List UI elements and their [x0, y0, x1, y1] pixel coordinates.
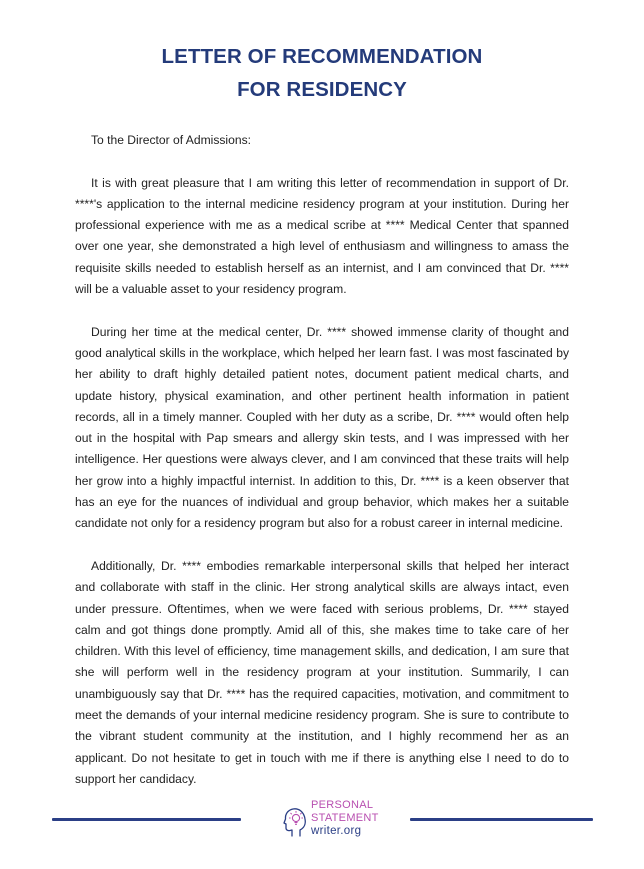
letter-body — [75, 130, 569, 812]
logo-text-personal: PERSONAL — [311, 799, 374, 811]
logo-text-statement: STATEMENT — [311, 812, 379, 824]
footer — [0, 798, 644, 848]
title-line-2: FOR RESIDENCY — [237, 78, 407, 101]
paragraph-3: Additionally, Dr. **** embodies remarkable interpersonal skills that helped her interact and collaborate with staff in the clinic. Her strong analytical skills are always intact, even under pressure. Oftentimes, when we were faced with serious problems, Dr. **** stayed calm and got things done promptly. Amid all of this, she makes time to take care of her children. With this level of efficiency, time management skills, and dedication, I am sure that she will perform well in the residency program at your institution. Summarily, I can unambiguously say that Dr. **** has the required capacities, motivation, and commitment to meet the demands of your internal medicine residency program. She is sure to contribute to the vibrant student community at the institution, and I highly recommend her as an applicant. Do not hesitate to get in touch with me if there is anything else I need to do to support her candidacy. — [75, 558, 569, 786]
title-line-1: LETTER OF RECOMMENDATION — [161, 45, 483, 68]
logo-wordmark — [311, 799, 379, 838]
footer-rule-right — [410, 818, 593, 821]
brand-logo — [283, 798, 393, 844]
salutation: To the Director of Admissions: — [91, 133, 251, 147]
head-lightbulb-icon — [283, 800, 309, 840]
paragraph-2: During her time at the medical center, Dr. **** showed immense clarity of thought and good analytical skills in the workplace, which helped her learn fast. I was most fascinated by her ability to draft highly detailed patient notes, document patient medical charts, and update history, physical examination, and other pertinent health information in patient records, all in a timely manner. Coupled with her duty as a scribe, Dr. **** would often help out in the hospital with Pap smears and allergy skin tests, and I was impressed with her intelligence. Her questions were always clever, and I am convinced that these traits will help her grow into a highly impactful internist. In addition to this, Dr. **** is a keen observer that has an eye for the nuances of individual and group behavior, which makes her a suitable candidate not only for a residency program but also for a robust career in internal medicine. — [75, 324, 569, 531]
footer-rule-left — [52, 818, 241, 821]
paragraph-1: It is with great pleasure that I am writing this letter of recommendation in support of Dr. ****'s application to the internal medicine residency program at your institution. During her professional experience with me as a medical scribe at **** Medical Center that spanned over one year, she demonstrated a high level of enthusiasm and willingness to amass the requisite skills needed to establish herself as an internist, and I am convinced that Dr. **** will be a valuable asset to your residency program. — [75, 175, 569, 297]
letter-title — [0, 40, 644, 106]
logo-text-domain: writer.org — [311, 825, 362, 837]
